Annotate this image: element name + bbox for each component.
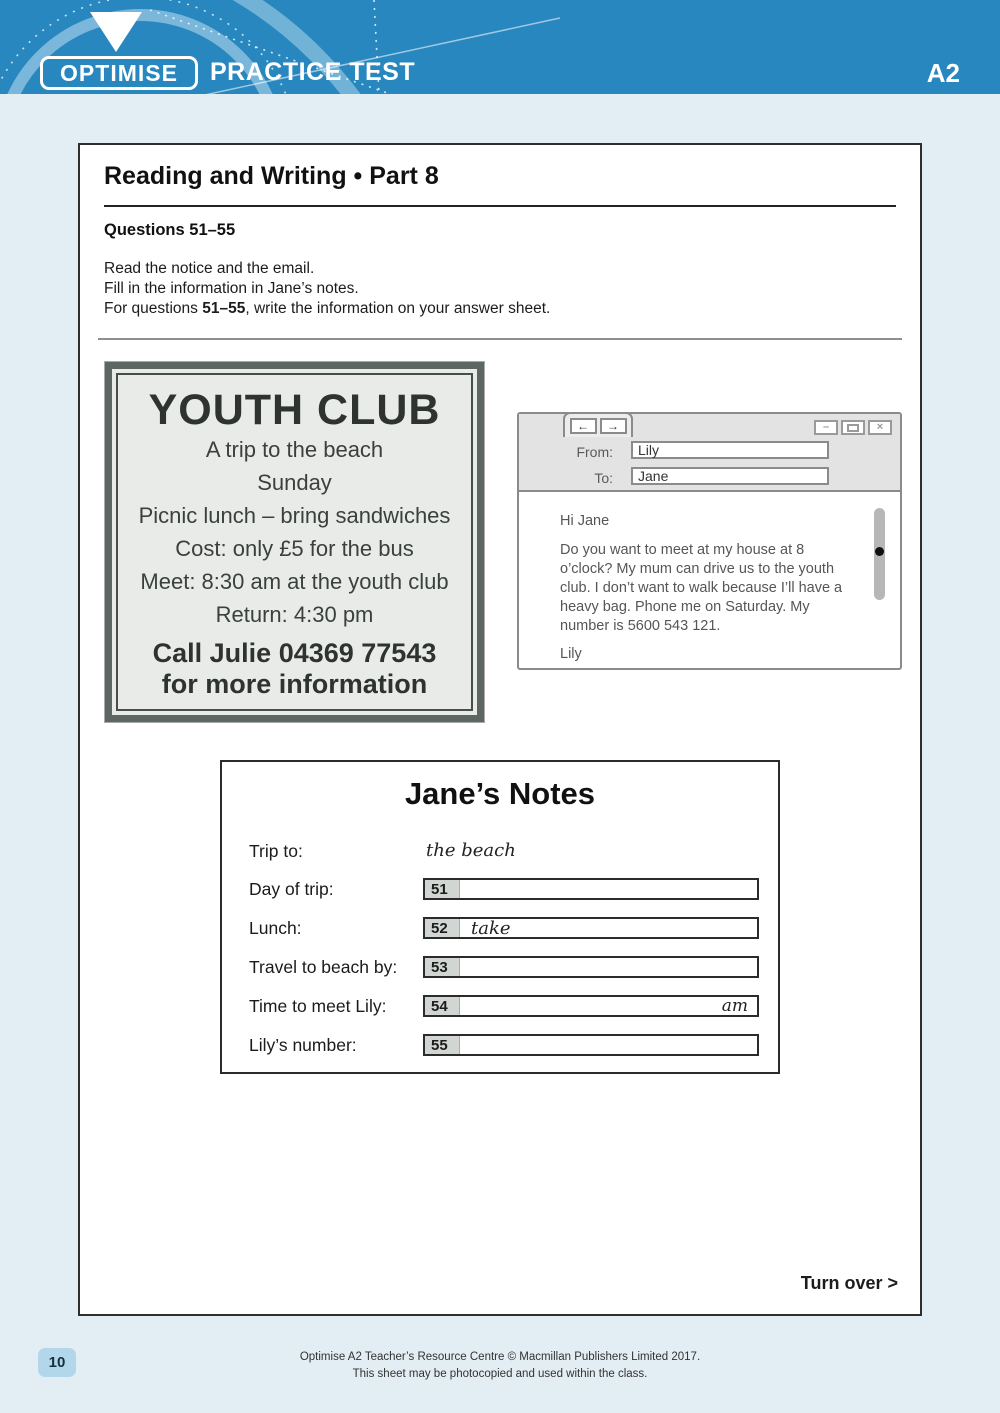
notes-title: Jane’s Notes: [404, 776, 596, 811]
maximize-button[interactable]: [841, 420, 865, 435]
question-number-badge: 51: [425, 880, 460, 898]
instruction-line-3-post: , write the information on your answer sheet.: [245, 300, 551, 317]
answer-field-54[interactable]: [423, 995, 759, 1017]
answer-text: take: [471, 917, 511, 939]
instruction-line-3: [104, 299, 550, 319]
section-title: Reading and Writing • Part 8: [104, 162, 439, 190]
answer-field-55[interactable]: [423, 1034, 759, 1056]
notice-line: Meet: 8:30 am at the youth club: [140, 569, 449, 594]
page-number-badge: 10: [38, 1348, 76, 1377]
youth-club-notice-inner: [116, 373, 473, 711]
answer-suffix: am: [721, 996, 748, 1016]
minimize-button[interactable]: [814, 420, 838, 435]
instructions: [104, 259, 550, 319]
notice-line: Return: 4:30 pm: [215, 602, 374, 627]
notice-call-info: [153, 638, 437, 700]
note-row-lunch: [222, 917, 778, 939]
email-nav-tab: [563, 412, 633, 437]
email-message: Do you want to meet at my house at 8 o’clock? My mum can drive us to the youth club. I don’t want to walk because I’ll have a heavy bag. Phone me on Saturday. My number is 5600 543 121.: [560, 542, 843, 634]
email-window-header: [519, 414, 900, 492]
note-label: Day of trip:: [249, 879, 334, 899]
level-badge: A2: [926, 58, 960, 88]
question-number-badge: 55: [425, 1036, 460, 1054]
note-row-trip-to: [222, 840, 778, 862]
email-window: [517, 412, 902, 670]
to-label: To:: [594, 470, 613, 486]
copyright-line-2: This sheet may be photocopied and used within the class.: [352, 1368, 648, 1380]
to-field[interactable]: Jane: [631, 467, 829, 485]
note-label: Lily’s number:: [249, 1035, 357, 1055]
notice-call-line-2: for more information: [161, 669, 428, 699]
notice-line: A trip to the beach: [205, 437, 384, 462]
from-label: From:: [576, 444, 613, 460]
question-number-badge: 54: [425, 997, 460, 1015]
divider: [104, 205, 896, 207]
note-label: Travel to beach by:: [249, 957, 398, 977]
from-field[interactable]: Lily: [631, 441, 829, 459]
janes-notes-box: [220, 760, 780, 1074]
divider: [98, 338, 902, 340]
maximize-icon: [847, 424, 859, 432]
note-label: Trip to:: [249, 841, 303, 861]
notice-title: YOUTH CLUB: [148, 386, 441, 434]
instruction-line-2: Fill in the information in Jane’s notes.: [104, 280, 359, 297]
banner-title: PRACTICE TEST: [210, 58, 416, 86]
back-button[interactable]: [570, 418, 597, 434]
note-label: Time to meet Lily:: [249, 996, 387, 1016]
instruction-line-3-range: 51–55: [202, 300, 246, 317]
answer-field-51[interactable]: [423, 878, 759, 900]
forward-button[interactable]: [600, 418, 627, 434]
note-row-time-to-meet: [222, 995, 778, 1017]
note-row-day-of-trip: [222, 878, 778, 900]
answer-field-53[interactable]: [423, 956, 759, 978]
note-label: Lunch:: [249, 918, 302, 938]
minimize-icon: –: [822, 421, 830, 433]
email-signature: Lily: [560, 646, 582, 662]
note-row-lilys-number: [222, 1034, 778, 1056]
youth-club-notice: [105, 362, 484, 722]
answer-field-52[interactable]: [423, 917, 759, 939]
note-row-travel-by: [222, 956, 778, 978]
notice-line: Cost: only £5 for the bus: [175, 536, 414, 561]
copyright: [0, 1349, 1000, 1383]
question-number-badge: 52: [425, 919, 460, 937]
scroll-position-dot: [875, 547, 884, 556]
questions-label: Questions 51–55: [104, 221, 236, 239]
top-banner: [0, 0, 1000, 94]
notice-call-line-1: Call Julie 04369 77543: [152, 638, 437, 668]
notice-line: Picnic lunch – bring sandwiches: [138, 503, 451, 528]
question-number-badge: 53: [425, 958, 460, 976]
close-button[interactable]: [868, 420, 892, 435]
window-controls: [814, 420, 892, 435]
optimise-logo: [40, 56, 198, 90]
instruction-line-3-pre: For questions: [104, 300, 203, 317]
copyright-line-1: Optimise A2 Teacher’s Resource Centre © Macmillan Publishers Limited 2017.: [299, 1351, 701, 1363]
triangle-logo-icon: [90, 12, 142, 52]
email-greeting: Hi Jane: [560, 513, 610, 529]
back-arrow-icon: ←: [577, 418, 589, 433]
optimise-logo-text: OPTIMISE: [60, 59, 178, 86]
close-icon: ×: [876, 421, 884, 433]
email-body: [560, 512, 860, 664]
note-answer: the beach: [426, 840, 516, 861]
forward-arrow-icon: →: [607, 418, 619, 433]
instruction-line-1: Read the notice and the email.: [104, 260, 315, 277]
worksheet: [78, 143, 922, 1316]
notice-line: Sunday: [257, 470, 332, 495]
turn-over-label: Turn over >: [800, 1273, 898, 1293]
